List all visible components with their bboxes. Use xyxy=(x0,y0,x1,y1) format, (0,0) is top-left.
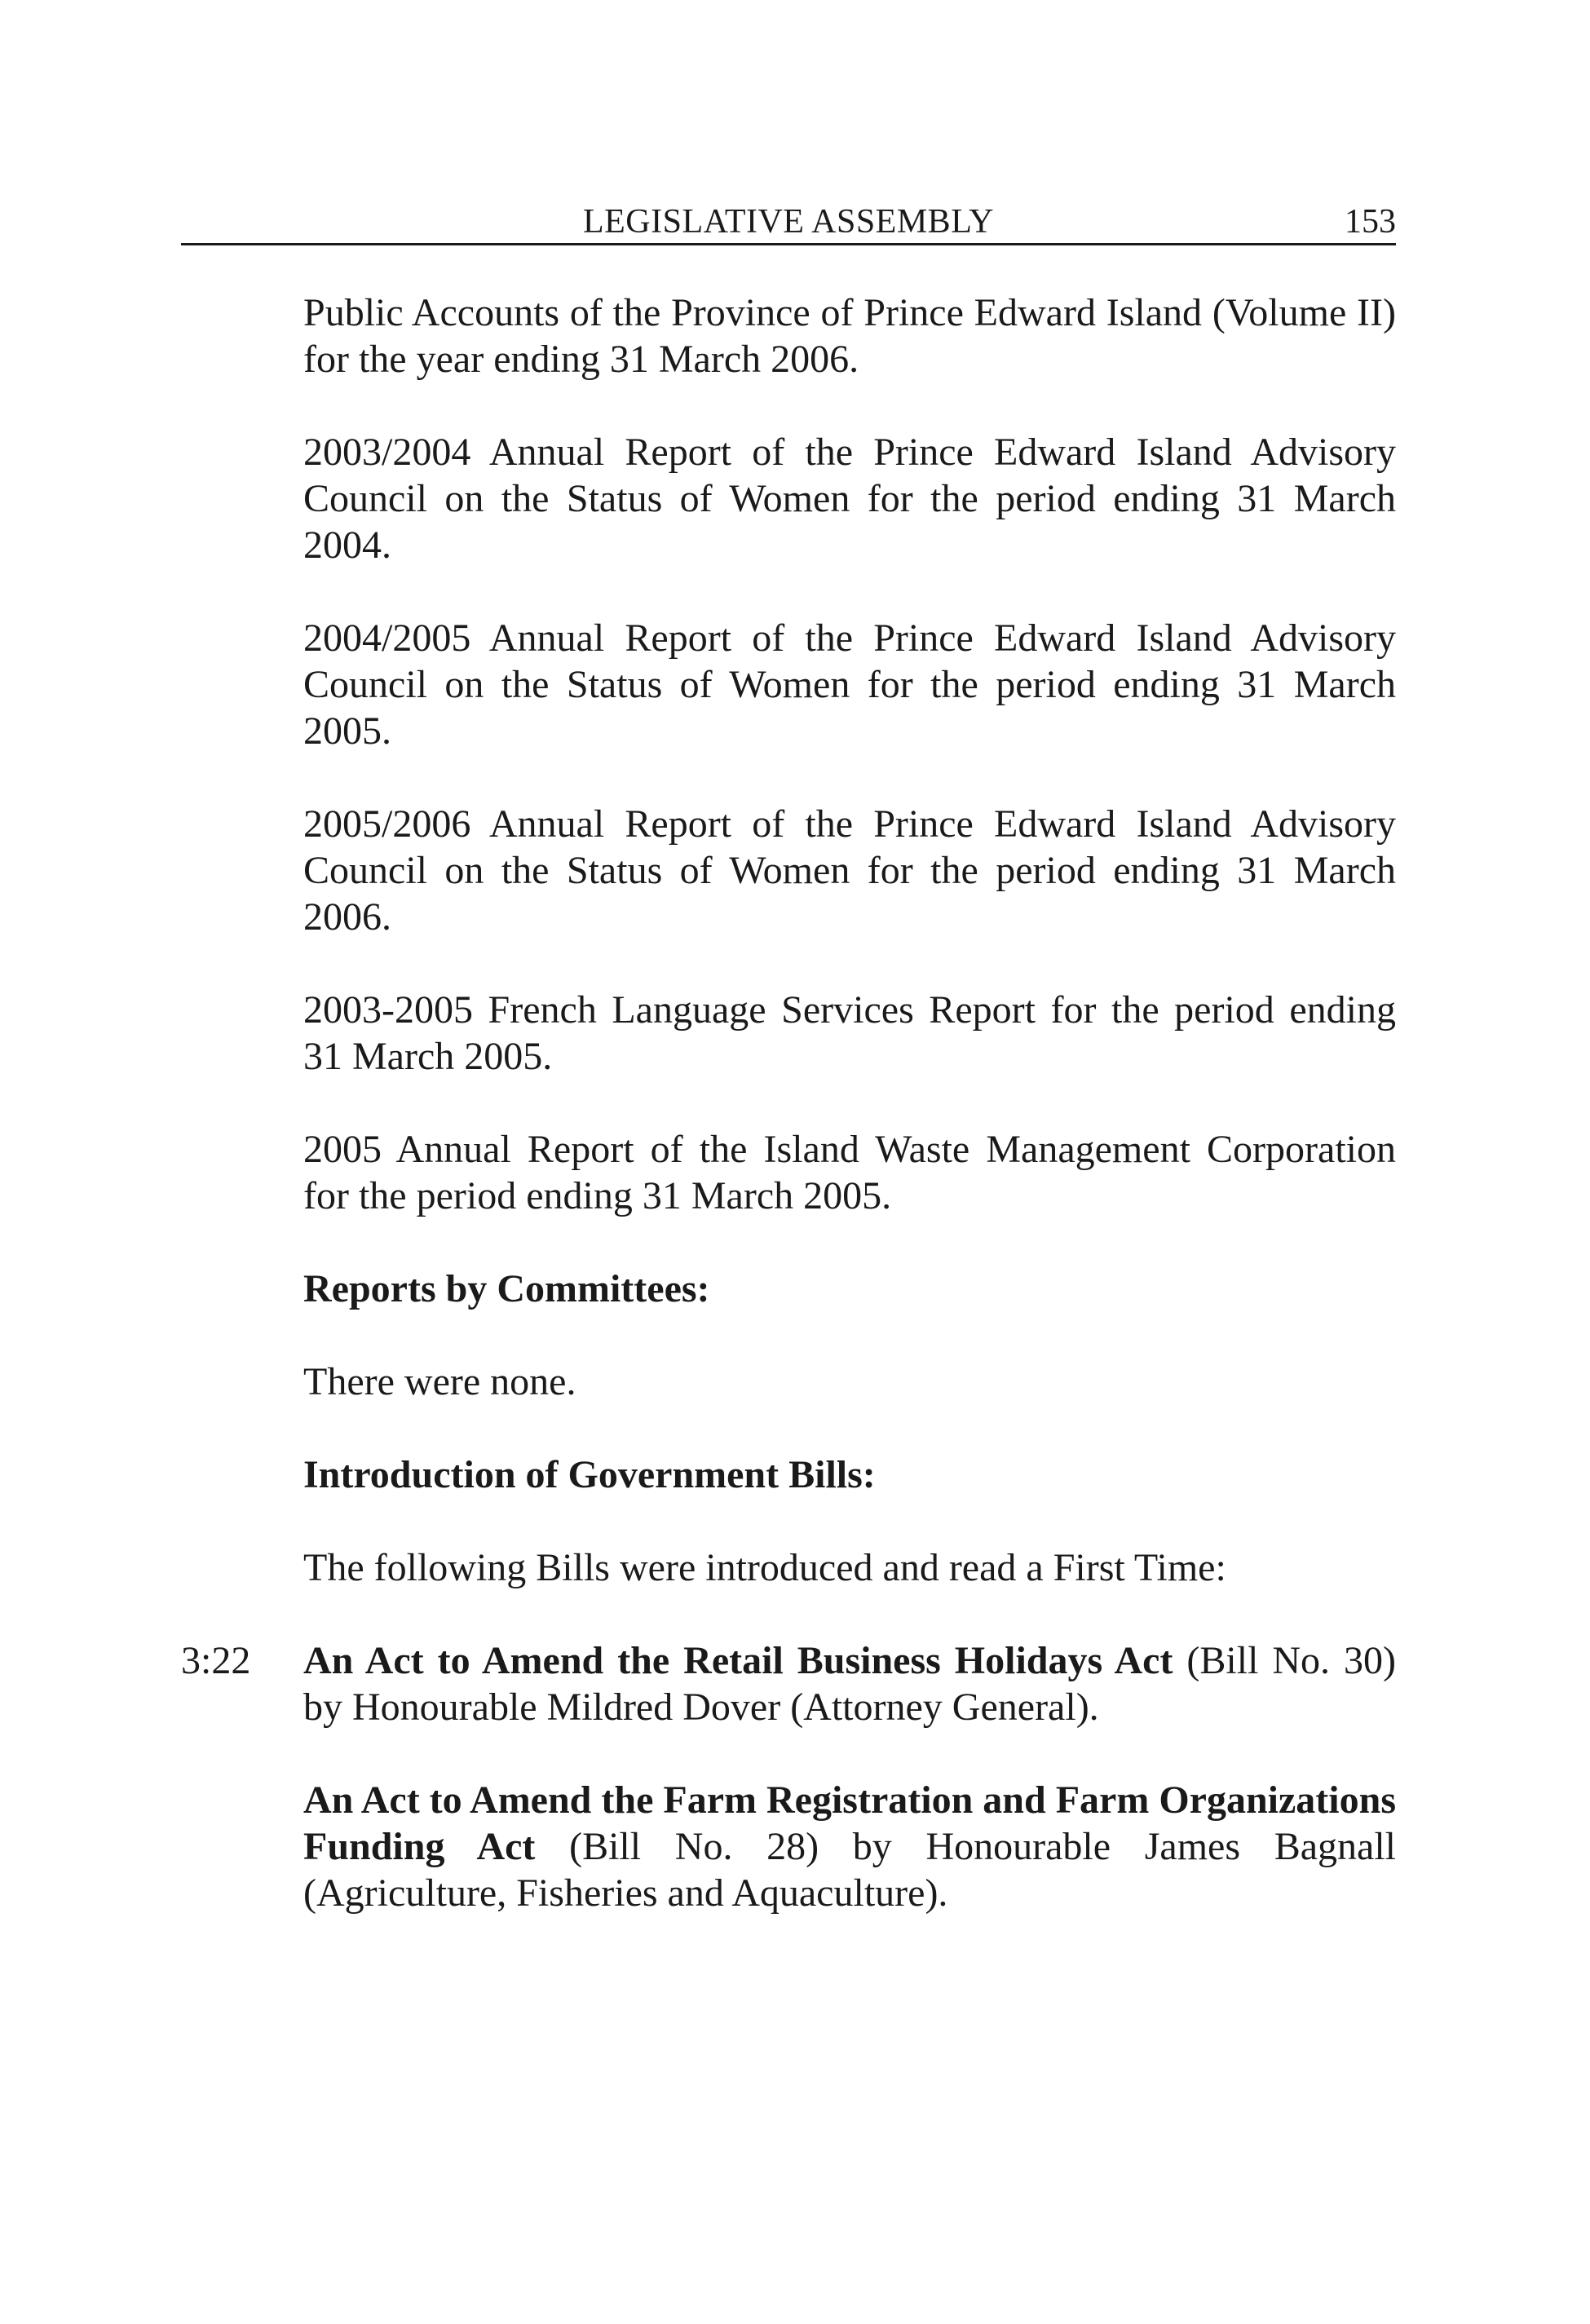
bill-details: (Bill No. 30) by Honourable Mildred Dover (Attorney General). xyxy=(303,1639,1397,1729)
report-status-of-women-2005-2006: 2005/2006 Annual Report of the Prince Edward Island Advisory Council on the Status of Women for the period ending 31 March 2006. xyxy=(303,802,1396,939)
report-status-of-women-2004-2005: 2004/2005 Annual Report of the Prince Edward Island Advisory Council on the Status of Women for the period ending 31 March 2005. xyxy=(303,616,1396,753)
report-island-waste-management: 2005 Annual Report of the Island Waste Management Corporation for the period ending 31 March 2005. xyxy=(303,1128,1396,1217)
bill-details: (Bill No. 28) by Honourable James Bagnall (Agriculture, Fisheries and Aquaculture). xyxy=(303,1825,1396,1915)
bill-time: 3:22 xyxy=(181,1639,251,1682)
report-public-accounts: Public Accounts of the Province of Prince Edward Island (Volume II) for the year ending 31 March 2006. xyxy=(303,291,1396,381)
running-title: LEGISLATIVE ASSEMBLY xyxy=(583,203,994,241)
government-bills-intro: The following Bills were introduced and read a First Time: xyxy=(303,1546,1226,1589)
page-content xyxy=(181,289,1397,1963)
bill-title: An Act to Amend the Farm Registration and Farm Organizations Funding Act xyxy=(303,1778,1396,1868)
page-number: 153 xyxy=(1345,203,1396,241)
bill-item-farm-registration xyxy=(303,1777,1396,1916)
committees-text: There were none. xyxy=(303,1360,576,1403)
report-french-language-services: 2003-2005 French Language Services Report for the period ending 31 March 2005. xyxy=(303,988,1396,1078)
bill-title: An Act to Amend the Retail Business Holidays Act xyxy=(303,1639,1173,1682)
government-bills-heading: Introduction of Government Bills: xyxy=(303,1453,876,1496)
page-header xyxy=(181,201,1396,245)
committees-heading: Reports by Committees: xyxy=(303,1267,710,1310)
report-status-of-women-2003-2004: 2003/2004 Annual Report of the Prince Edward Island Advisory Council on the Status of Women for the period ending 31 March 2004. xyxy=(303,431,1396,567)
bill-item-retail-business-holidays xyxy=(181,1637,1397,1730)
